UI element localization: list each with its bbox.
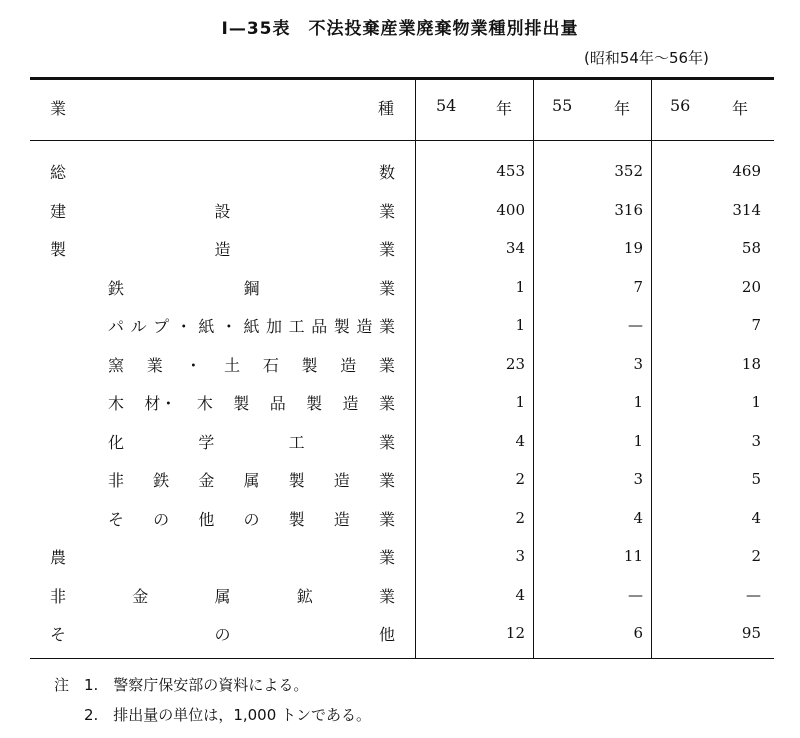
cell-value: 4 xyxy=(633,509,643,527)
row-label-char: 業 xyxy=(378,432,395,452)
row-label-char: 他 xyxy=(378,624,395,644)
row-label-char: 木 xyxy=(196,393,213,413)
cell-value: 1 xyxy=(633,432,643,450)
row-label-char: 木 xyxy=(108,393,125,413)
table-row xyxy=(0,618,800,656)
row-label xyxy=(108,426,395,456)
row-label-char: 学 xyxy=(198,432,215,452)
row-label-char: の xyxy=(153,509,170,529)
row-label-char: 土 xyxy=(224,355,241,375)
row-label-char: 金 xyxy=(132,586,149,606)
cell-value: 469 xyxy=(732,162,761,180)
row-label-char: 工 xyxy=(288,432,305,452)
row-label-char: の xyxy=(243,509,260,529)
row-label-char: 造 xyxy=(342,393,359,413)
row-label xyxy=(108,464,395,494)
row-label-char: 紙 xyxy=(243,316,260,336)
cell-value: 1 xyxy=(515,393,525,411)
row-label-char: ・ xyxy=(185,355,202,375)
cell-value: 1 xyxy=(751,393,761,411)
cell-value: 3 xyxy=(751,432,761,450)
row-label-char: ・ xyxy=(175,316,192,336)
note-2: 2. 排出量の単位は，1,000 トンである。 xyxy=(54,706,372,724)
top-rule xyxy=(30,77,774,80)
cell-value: 453 xyxy=(496,162,525,180)
row-label-char: 製 xyxy=(233,393,250,413)
cell-value: 34 xyxy=(505,239,525,257)
header-year-54: 54 xyxy=(436,96,457,115)
cell-value: 3 xyxy=(633,470,643,488)
header-industry-left: 業 xyxy=(50,99,67,118)
row-label-char: 造 xyxy=(333,470,350,490)
cell-value: 58 xyxy=(741,239,761,257)
row-label xyxy=(50,541,395,571)
cell-value: 20 xyxy=(741,278,761,296)
row-label-char: そ xyxy=(108,509,125,529)
row-label xyxy=(108,387,395,417)
row-label-char: 品 xyxy=(311,316,328,336)
row-label-char: ・ xyxy=(220,316,237,336)
header-year-54-unit: 年 xyxy=(496,99,513,118)
row-label xyxy=(50,580,395,610)
row-label xyxy=(50,233,395,263)
header-year-55: 55 xyxy=(552,96,573,115)
row-label-char: 造 xyxy=(356,316,373,336)
table-row xyxy=(0,464,800,502)
bottom-rule xyxy=(30,658,774,659)
cell-value: 3 xyxy=(515,547,525,565)
row-label xyxy=(108,310,395,340)
row-label-char: 業 xyxy=(378,470,395,490)
row-label-char: プ xyxy=(153,316,170,336)
row-label-char: 総 xyxy=(50,162,67,182)
cell-value: 400 xyxy=(496,201,525,219)
row-label xyxy=(50,618,395,648)
cell-value: 7 xyxy=(751,316,761,334)
cell-value: 18 xyxy=(741,355,761,373)
row-label-char: そ xyxy=(50,624,67,644)
row-label-char: 鉄 xyxy=(108,278,125,298)
row-label-char: 窯 xyxy=(108,355,125,375)
cell-value: 95 xyxy=(741,624,761,642)
row-label-char: 建 xyxy=(50,201,67,221)
cell-value: 3 xyxy=(633,355,643,373)
cell-value: 352 xyxy=(614,162,643,180)
row-label-char: 業 xyxy=(378,201,395,221)
header-year-55-unit: 年 xyxy=(614,99,631,118)
table-subtitle: (昭和54年〜56年) xyxy=(584,49,709,67)
header-year-56: 56 xyxy=(670,96,691,115)
row-label-char: 業 xyxy=(378,586,395,606)
table-row xyxy=(0,156,800,194)
cell-value: 11 xyxy=(623,547,643,565)
row-label-char: の xyxy=(214,624,231,644)
row-label-char: 鉱 xyxy=(296,586,313,606)
row-label-char: 設 xyxy=(214,201,231,221)
cell-value: — xyxy=(628,316,643,334)
cell-value: 2 xyxy=(515,509,525,527)
row-label-char: 他 xyxy=(198,509,215,529)
header-year-56-unit: 年 xyxy=(732,99,749,118)
cell-value: — xyxy=(628,586,643,604)
table-row xyxy=(0,349,800,387)
table-row xyxy=(0,426,800,464)
header-industry-right: 種 xyxy=(378,99,395,118)
table-row xyxy=(0,503,800,541)
row-label-char: 業 xyxy=(378,278,395,298)
row-label-char: 紙 xyxy=(198,316,215,336)
row-label-char: 業 xyxy=(378,509,395,529)
row-label-char: 数 xyxy=(378,162,395,182)
table-row xyxy=(0,233,800,271)
row-label-char: 鉄 xyxy=(153,470,170,490)
row-label-char: パ xyxy=(108,316,125,336)
row-label-char: 製 xyxy=(288,470,305,490)
row-label xyxy=(108,503,395,533)
row-label-char: 製 xyxy=(333,316,350,336)
row-label-char: 農 xyxy=(50,547,67,567)
cell-value: 2 xyxy=(751,547,761,565)
cell-value: 314 xyxy=(732,201,761,219)
cell-value: 316 xyxy=(614,201,643,219)
row-label xyxy=(108,272,395,302)
note-1: 注 1. 警察庁保安部の資料による。 xyxy=(54,676,309,694)
row-label-char: 加 xyxy=(266,316,283,336)
row-label-char: 造 xyxy=(340,355,357,375)
row-label-char: 品 xyxy=(269,393,286,413)
row-label-char: 製 xyxy=(50,239,67,259)
header-rule xyxy=(30,140,774,141)
table-row xyxy=(0,195,800,233)
cell-value: 7 xyxy=(633,278,643,296)
cell-value: 1 xyxy=(515,316,525,334)
row-label-char: 造 xyxy=(214,239,231,259)
row-label-char: 製 xyxy=(301,355,318,375)
row-label-char: 属 xyxy=(214,586,231,606)
row-label-char: 業 xyxy=(378,239,395,259)
row-label-char: 属 xyxy=(243,470,260,490)
table-title: Ⅰ—35表 不法投棄産業廃棄物業種別排出量 xyxy=(221,19,579,39)
row-label-char: 金 xyxy=(198,470,215,490)
cell-value: — xyxy=(746,586,761,604)
table-row xyxy=(0,541,800,579)
table-row xyxy=(0,310,800,348)
row-label-char: 業 xyxy=(378,547,395,567)
cell-value: 1 xyxy=(515,278,525,296)
cell-value: 6 xyxy=(633,624,643,642)
cell-value: 2 xyxy=(515,470,525,488)
cell-value: 1 xyxy=(633,393,643,411)
cell-value: 5 xyxy=(751,470,761,488)
row-label-char: 業 xyxy=(378,355,395,375)
row-label-char: 業 xyxy=(378,316,395,336)
row-label-char: 非 xyxy=(108,470,125,490)
table-row xyxy=(0,580,800,618)
cell-value: 19 xyxy=(623,239,643,257)
row-label-char: 製 xyxy=(288,509,305,529)
row-label-char: 造 xyxy=(333,509,350,529)
row-label-char: 材・ xyxy=(144,393,177,413)
cell-value: 4 xyxy=(515,432,525,450)
row-label-char: 業 xyxy=(378,393,395,413)
cell-value: 4 xyxy=(751,509,761,527)
row-label-char: 石 xyxy=(262,355,279,375)
row-label xyxy=(108,349,395,379)
row-label-char: 鋼 xyxy=(243,278,260,298)
cell-value: 12 xyxy=(505,624,525,642)
table-row xyxy=(0,272,800,310)
row-label xyxy=(50,195,395,225)
row-label-char: 化 xyxy=(108,432,125,452)
row-label-char: 製 xyxy=(306,393,323,413)
row-label-char: 非 xyxy=(50,586,67,606)
table-row xyxy=(0,387,800,425)
cell-value: 4 xyxy=(515,586,525,604)
row-label xyxy=(50,156,395,186)
row-label-char: ル xyxy=(130,316,147,336)
cell-value: 23 xyxy=(505,355,525,373)
row-label-char: 工 xyxy=(288,316,305,336)
row-label-char: 業 xyxy=(146,355,163,375)
